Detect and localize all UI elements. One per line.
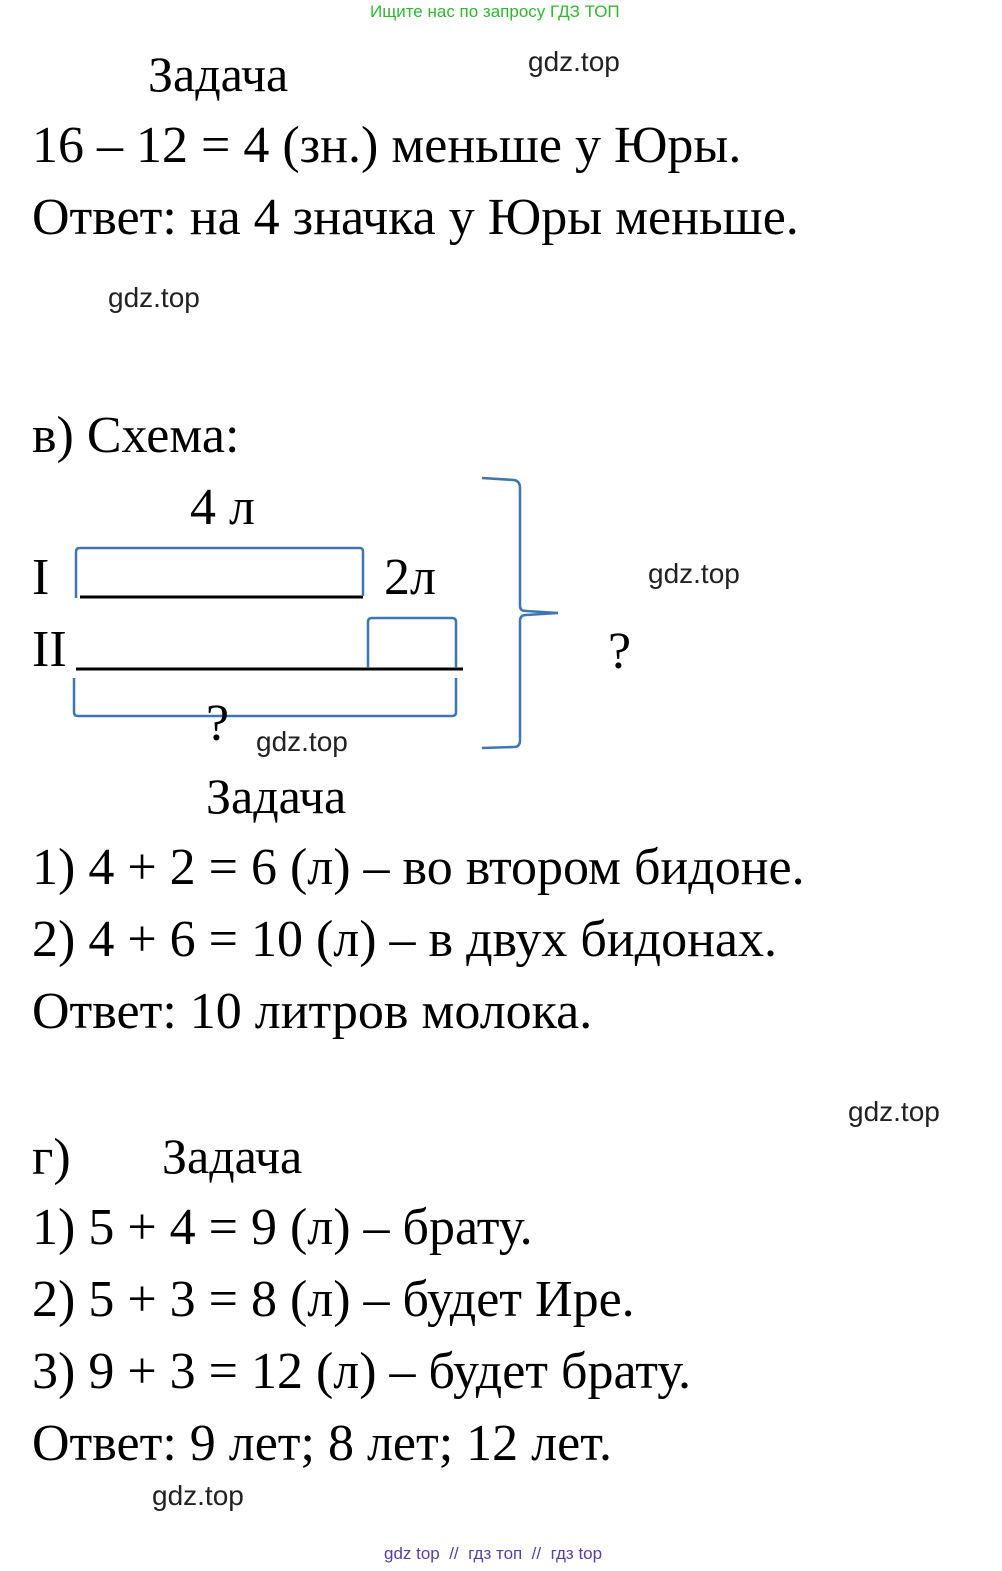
scheme-heading: в) Схема: <box>32 407 240 464</box>
solution-line-v1: 1) 4 + 2 = 6 (л) – во втором бидоне. <box>32 839 805 896</box>
footer-links[interactable]: gdz top // гдз топ // гдз top <box>384 1544 603 1563</box>
scheme-row-2-label: II <box>32 621 67 678</box>
watermark: gdz.top <box>848 1096 940 1127</box>
bracket-bottom-row-2 <box>74 678 456 716</box>
top-banner: Ищите нас по запросу ГДЗ ТОП <box>370 2 620 21</box>
solution-line-g1: 1) 5 + 4 = 9 (л) – брату. <box>32 1199 533 1256</box>
section-label-g: г) <box>32 1129 71 1186</box>
watermark: gdz.top <box>528 46 620 77</box>
answer-v: Ответ: 10 литров молока. <box>32 983 593 1040</box>
scheme-row-1-label: I <box>32 549 50 606</box>
watermark: gdz.top <box>108 282 200 313</box>
solution-line-v2: 2) 4 + 6 = 10 (л) – в двух бидонах. <box>32 911 777 968</box>
solution-line-a1: 16 – 12 = 4 (зн.) меньше у Юры. <box>32 117 742 174</box>
watermark: gdz.top <box>256 726 348 757</box>
scheme-total-question: ? <box>608 623 632 680</box>
bracket-top-row-1 <box>76 548 363 598</box>
solution-line-g2: 2) 5 + 3 = 8 (л) – будет Ире. <box>32 1271 635 1328</box>
task-title-v: Задача <box>206 768 347 824</box>
watermark: gdz.top <box>648 558 740 589</box>
task-title-a: Задача <box>148 46 289 102</box>
watermark: gdz.top <box>152 1480 244 1511</box>
answer-a: Ответ: на 4 значка у Юры меньше. <box>32 189 799 246</box>
answer-g: Ответ: 9 лет; 8 лет; 12 лет. <box>32 1415 613 1472</box>
scheme-label-top: 4 л <box>190 479 255 536</box>
scheme-row-1-extra: 2л <box>384 549 436 606</box>
curly-brace-total <box>482 478 558 748</box>
solution-line-g3: 3) 9 + 3 = 12 (л) – будет брату. <box>32 1343 692 1400</box>
bracket-extra-row-2 <box>368 618 456 668</box>
task-title-g: Задача <box>162 1128 303 1184</box>
scheme-bottom-question: ? <box>206 695 230 752</box>
